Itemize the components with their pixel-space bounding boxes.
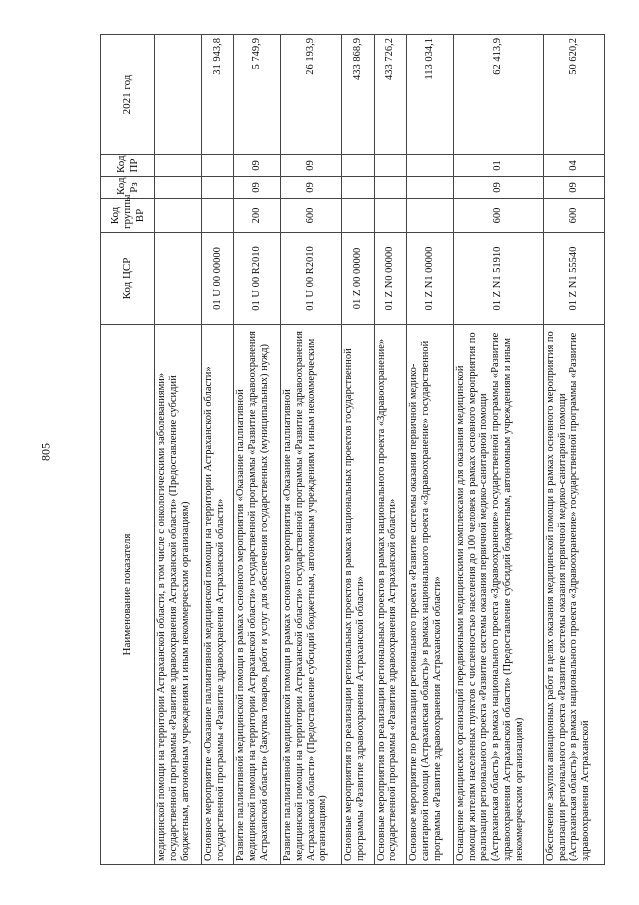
row-sum: 433 868,9: [342, 35, 374, 155]
row-pr: [155, 155, 202, 177]
page-number: 805: [38, 443, 53, 461]
row-sum: 31 943,8: [201, 35, 233, 155]
table-row: [281, 35, 342, 865]
budget-table: [100, 34, 605, 865]
header-vr: Код группы ВР: [101, 199, 155, 233]
table-row: [453, 35, 543, 865]
row-vr: [374, 199, 406, 233]
row-vr: [155, 199, 202, 233]
table-row: [374, 35, 406, 865]
row-sum: 5 749,9: [234, 35, 281, 155]
row-pr: 01: [453, 155, 543, 177]
rotated-table-wrap: [100, 35, 605, 865]
row-csr: 01 U 00 00000: [201, 233, 233, 325]
row-vr: [407, 199, 454, 233]
row-csr: 01 Z N1 00000: [407, 233, 454, 325]
row-csr: 01 U 00 R2010: [281, 233, 342, 325]
row-pr: [374, 155, 406, 177]
row-rz: [342, 177, 374, 199]
row-rz: [155, 177, 202, 199]
table-row: [201, 35, 233, 865]
row-rz: [407, 177, 454, 199]
row-pr: 09: [281, 155, 342, 177]
row-pr: [342, 155, 374, 177]
row-pr: [407, 155, 454, 177]
row-sum: 433 726,2: [374, 35, 406, 155]
row-vr: [342, 199, 374, 233]
header-name: Наименование показателя: [101, 325, 155, 865]
row-sum: 113 034,1: [407, 35, 454, 155]
row-sum: 62 413,9: [453, 35, 543, 155]
table-row: [234, 35, 281, 865]
table-row: [543, 35, 604, 865]
row-vr: 600: [453, 199, 543, 233]
row-csr: [155, 233, 202, 325]
row-pr: [201, 155, 233, 177]
header-pr: Код ПР: [101, 155, 155, 177]
row-vr: 600: [281, 199, 342, 233]
row-rz: [374, 177, 406, 199]
row-pr: 09: [234, 155, 281, 177]
row-rz: [201, 177, 233, 199]
row-rz: 09: [453, 177, 543, 199]
row-rz: 09: [543, 177, 604, 199]
row-pr: 04: [543, 155, 604, 177]
header-rz: Код Рз: [101, 177, 155, 199]
row-name: Основные мероприятия по реализации региональных проектов в рамках национального проекта «Здравоохранение» государственной программы «Развитие здравоохранения Астраханской области»: [374, 325, 406, 865]
table-header-row: [101, 35, 155, 865]
row-csr: 01 U 00 R2010: [234, 233, 281, 325]
row-name: Обеспечение закупки авиационных работ в целях оказания медицинской помощи в рамках основного мероприятия по реализации регионального проекта «Развитие системы оказания первичной медико-санитарной помощи (Астраханская область)» в рамках национального проекта «Здравоохранение» государственной программы «Развитие здравоохранения Астраханской: [543, 325, 604, 865]
row-vr: [201, 199, 233, 233]
row-name: Развитие паллиативной медицинской помощи в рамках основного мероприятия «Оказание паллиативной медицинской помощи на территории Астраханской области» государственной программы «Развитие здравоохранения Астраханской области» (Предоставление субсидий бюджетным, автономным учреждениям и иным некоммерческим организациям): [281, 325, 342, 865]
row-name: Основное мероприятие по реализации регионального проекта «Развитие системы оказания первичной медико-санитарной помощи (Астраханская область)» в рамках национального проекта «Здравоохранение» государственной программы «Развитие здравоохранения Астраханской области»: [407, 325, 454, 865]
row-rz: 09: [234, 177, 281, 199]
row-rz: 09: [281, 177, 342, 199]
header-csr: Код ЦСР: [101, 233, 155, 325]
row-name: Основные мероприятия по реализации региональных проектов в рамках национальных проектов государственной программы «Развитие здравоохранения Астраханской области»: [342, 325, 374, 865]
row-sum: 50 620,2: [543, 35, 604, 155]
header-year: 2021 год: [101, 35, 155, 155]
table-row: [155, 35, 202, 865]
row-csr: 01 Z N1 51910: [453, 233, 543, 325]
table-row: [342, 35, 374, 865]
row-name: Развитие паллиативной медицинской помощи в рамках основного мероприятия «Оказание паллиативной медицинской помощи на территории Астраханской области» государственной программы «Развитие здравоохранения Астраханской области» (Закупка товаров, работ и услуг для обеспечения государственных (муниципальных) нужд): [234, 325, 281, 865]
row-vr: 600: [543, 199, 604, 233]
row-name: Оснащение медицинских организаций передвижными медицинскими комплексами для оказания медицинской помощи жителям населенных пунктов с численностью населения до 100 человек в рамках основного мероприятия по реализации регионального проекта «Развитие системы оказания первичной медико-санитарной помощи (Астраханская область)» в рамках национального проекта «Здравоохранение» государственной программы «Развитие здравоохранения Астраханской области» (Предоставление субсидий бюджетным, автономным учреждениям и иным некоммерческим организациям): [453, 325, 543, 865]
row-csr: 01 Z 00 00000: [342, 233, 374, 325]
row-csr: 01 Z N1 55540: [543, 233, 604, 325]
row-name: медицинской помощи на территории Астраханской области, в том числе с онкологическими заболеваниями» государственной программы «Развитие здравоохранения Астраханской области» (Предоставление субсидий бюджетным, автономным учреждениям и иным некоммерческим организациям): [155, 325, 202, 865]
row-name: Основное мероприятие «Оказание паллиативной медицинской помощи на территории Астраханской области» государственной программы «Развитие здравоохранения Астраханской области»: [201, 325, 233, 865]
row-sum: 26 193,9: [281, 35, 342, 155]
row-vr: 200: [234, 199, 281, 233]
row-csr: 01 Z N0 00000: [374, 233, 406, 325]
table-row: [407, 35, 454, 865]
row-sum: [155, 35, 202, 155]
